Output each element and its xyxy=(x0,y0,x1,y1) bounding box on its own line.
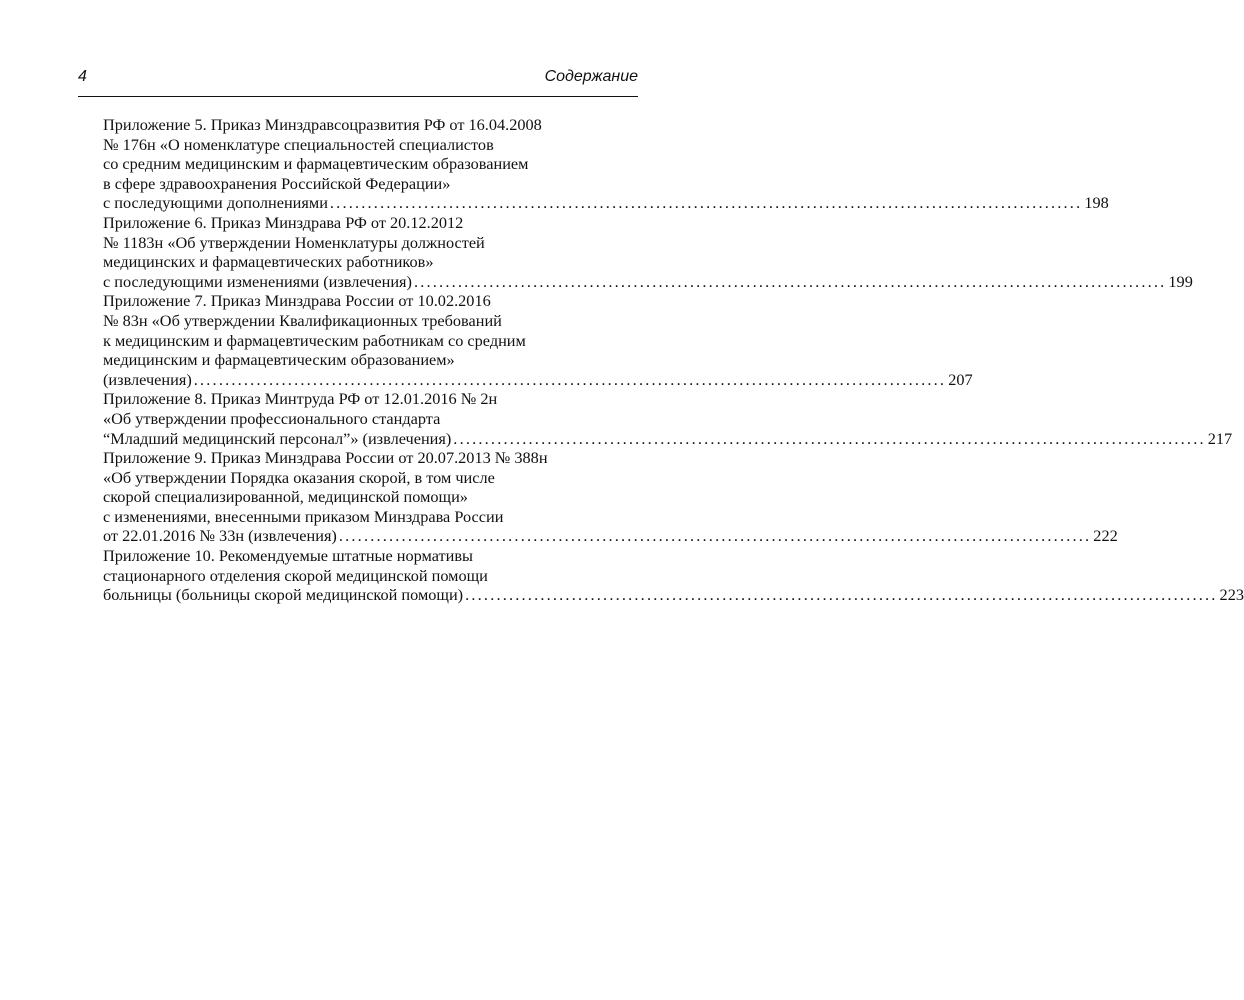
toc-entry-line: медицинским и фармацевтическим образованием» xyxy=(103,350,455,370)
toc-entry-line: с последующими изменениями (извлечения) xyxy=(103,271,412,291)
toc-entry-line: стационарного отделения скорой медицинской помощи xyxy=(103,565,488,585)
header-rule xyxy=(78,96,638,97)
toc-entry-appendix-10[interactable] xyxy=(103,546,1244,605)
toc-entry-line: в сфере здравоохранения Российской Федерации» xyxy=(103,173,451,193)
toc-entry-line: Приложение 8. Приказ Минтруда РФ от 12.01.2016 № 2н xyxy=(103,389,498,409)
toc-entry-line: медицинских и фармацевтических работников» xyxy=(103,252,434,272)
toc-entry-line: № 83н «Об утверждении Квалификационных требований xyxy=(103,310,502,330)
toc-entry-appendix-5[interactable] xyxy=(103,115,1109,213)
dot-leader: ........................................................................................................................ xyxy=(338,526,1092,546)
toc-entry-line: Приложение 6. Приказ Минздрава РФ от 20.12.2012 xyxy=(103,212,464,232)
toc-entry-line: (извлечения) xyxy=(103,369,192,389)
dot-leader: ........................................................................................................................ xyxy=(193,369,947,389)
table-of-contents xyxy=(103,115,1244,605)
dot-leader: ........................................................................................................................ xyxy=(465,585,1218,605)
toc-page-number: 223 xyxy=(1219,585,1244,605)
toc-page-number: 199 xyxy=(1168,271,1193,291)
toc-page-number: 207 xyxy=(948,369,973,389)
toc-entry-line: № 1183н «Об утверждении Номенклатуры должностей xyxy=(103,232,485,252)
toc-entry-line: «Об утверждении Порядка оказания скорой, в том числе xyxy=(103,467,495,487)
toc-page-number: 222 xyxy=(1093,526,1118,546)
toc-page-number: 217 xyxy=(1207,428,1233,448)
toc-entry-line: к медицинским и фармацевтическим работникам со средним xyxy=(103,330,526,350)
page-number: 4 xyxy=(78,68,87,85)
toc-entry-line: с изменениями, внесенными приказом Минздрава России xyxy=(103,506,504,526)
dot-leader: ........................................................................................................................ xyxy=(453,428,1206,448)
toc-entry-line: № 176н «О номенклатуре специальностей специалистов xyxy=(103,134,494,154)
toc-entry-appendix-9[interactable] xyxy=(103,448,1118,546)
toc-entry-line: больницы (больницы скорой медицинской помощи) xyxy=(103,585,464,605)
toc-entry-line: от 22.01.2016 № 33н (извлечения) xyxy=(103,526,337,546)
toc-entry-line: Приложение 7. Приказ Минздрава России от 10.02.2016 xyxy=(103,291,491,311)
toc-entry-line: Приложение 10. Рекомендуемые штатные нормативы xyxy=(103,546,473,566)
toc-entry-appendix-6[interactable] xyxy=(103,212,1193,291)
toc-entry-line: “Младший медицинский персонал”» (извлечения) xyxy=(103,428,452,448)
dot-leader: ........................................................................................................................ xyxy=(329,193,1083,213)
toc-entry-line: Приложение 5. Приказ Минздравсоцразвития РФ от 16.04.2008 xyxy=(103,115,542,134)
toc-entry-appendix-8[interactable] xyxy=(103,389,1233,448)
toc-page-number: 198 xyxy=(1084,193,1109,213)
dot-leader: ........................................................................................................................ xyxy=(413,271,1167,291)
toc-entry-line: со средним медицинским и фармацевтическим образованием xyxy=(103,154,529,174)
page-header xyxy=(78,68,638,90)
toc-entry-line: «Об утверждении профессионального стандарта xyxy=(103,408,441,428)
section-title: Содержание xyxy=(544,68,638,85)
toc-entry-appendix-7[interactable] xyxy=(103,291,973,389)
toc-entry-line: Приложение 9. Приказ Минздрава России от 20.07.2013 № 388н xyxy=(103,448,548,468)
toc-entry-line: с последующими дополнениями xyxy=(103,193,328,213)
toc-entry-line: скорой специализированной, медицинской помощи» xyxy=(103,487,468,507)
